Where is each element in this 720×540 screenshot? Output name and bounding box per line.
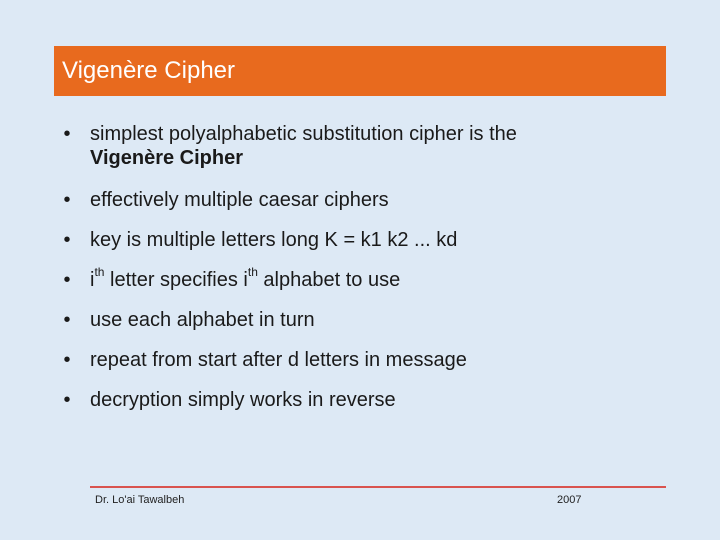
bullet-dot: • <box>63 123 71 145</box>
bullet-item <box>60 265 660 292</box>
bullet-dot: • <box>63 309 71 331</box>
bullet-text: decryption simply works in reverse <box>90 389 396 411</box>
superscript-th: th <box>247 265 258 280</box>
bullet-dot: • <box>63 389 71 411</box>
bullet-bold-text: Vigenère Cipher <box>90 147 244 169</box>
bullet-dot: • <box>63 269 71 291</box>
footer-author: Dr. Lo'ai Tawalbeh <box>95 494 185 506</box>
bullet-text: simplest polyalphabetic substitution cipher is the <box>90 123 517 145</box>
bullet-text: use each alphabet in turn <box>90 309 315 331</box>
slide-title-bar <box>54 46 666 96</box>
superscript-th: th <box>94 265 105 280</box>
bullet-item <box>60 122 660 170</box>
bullet-dot: • <box>63 189 71 211</box>
bullet-dot: • <box>63 229 71 251</box>
footer-year: 2007 <box>557 494 582 506</box>
bullet-item <box>60 348 660 372</box>
bullet-text-part: i <box>90 269 95 291</box>
bullet-text: effectively multiple caesar ciphers <box>90 189 389 211</box>
bullet-list <box>60 122 660 428</box>
bullet-text-part: letter specifies i <box>104 269 248 291</box>
bullet-text: key is multiple letters long K = k1 k2 ... kd <box>90 229 458 251</box>
bullet-item <box>60 228 660 252</box>
bullet-text-part: alphabet to use <box>257 269 401 291</box>
bullet-dot: • <box>63 349 71 371</box>
footer-divider <box>90 486 666 488</box>
bullet-item <box>60 388 660 412</box>
slide-title: Vigenère Cipher <box>62 57 236 84</box>
bullet-item <box>60 308 660 332</box>
bullet-item <box>60 188 660 212</box>
bullet-text: repeat from start after d letters in message <box>90 349 467 371</box>
